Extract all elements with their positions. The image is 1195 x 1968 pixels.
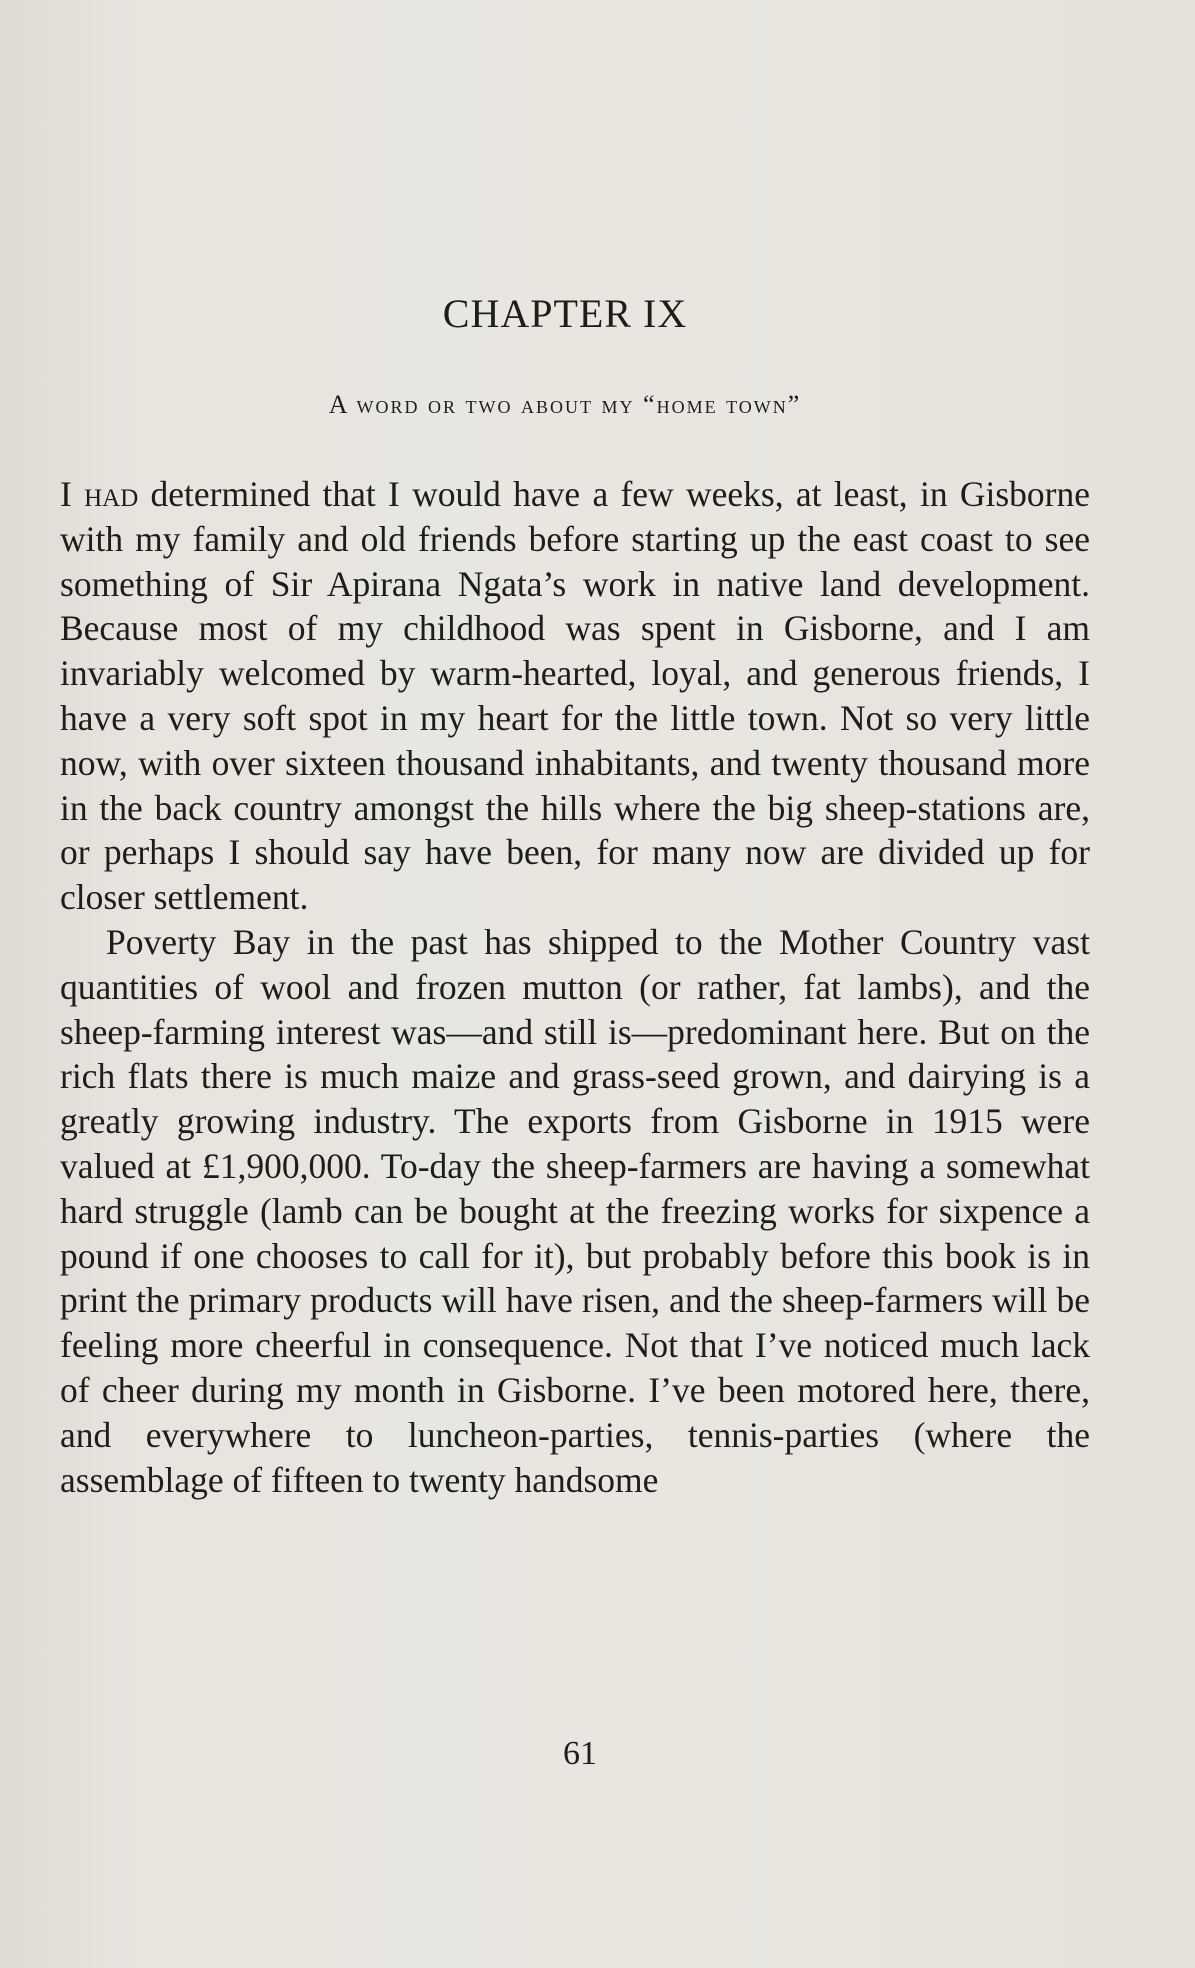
paragraph-1 — [60, 472, 1090, 920]
chapter-subtitle: A word or two about my “home town” — [328, 390, 802, 419]
paragraph-1-text: determined that I would have a few weeks, at least, in Gisborne with my family and old friends before starting up the east coast to see something of Sir Apirana Ngata’s work in native land development. Because most of my childhood was spent in Gisborne, and I am invariably welcomed by warm-hearted, loyal, and generous friends, I have a very soft spot in my heart for the little town. Not so very little now, with over sixteen thousand inhabitants, and twenty thousand more in the back country amongst the hills where the big sheep-stations are, or perhaps I should say have been, for many now are divided up for closer settlement. — [60, 474, 1090, 918]
chapter-title: CHAPTER IX — [442, 291, 688, 336]
paragraph-1-lead: I had — [60, 474, 139, 514]
paragraph-2: Poverty Bay in the past has shipped to the Mother Country vast quantities of wool and frozen mutton (or rather, fat lambs), and the sheep-farming interest was—and still is—predominant here. But on the rich flats there is much maize and grass-seed grown, and dairying is a greatly growing industry. The exports from Gisborne in 1915 were valued at £1,900,000. To-day the sheep-farmers are having a somewhat hard struggle (lamb can be bought at the freezing works for sixpence a pound if one chooses to call for it), but probably before this book is in print the primary products will have risen, and the sheep-farmers will be feeling more cheerful in consequence. Not that I’ve noticed much lack of cheer during my month in Gisborne. I’ve been motored here, there, and everywhere to luncheon-parties, tennis-parties (where the assemblage of fifteen to twenty handsome — [60, 921, 1090, 1500]
page-number: 61 — [563, 1735, 597, 1772]
body-text — [60, 472, 1090, 1502]
